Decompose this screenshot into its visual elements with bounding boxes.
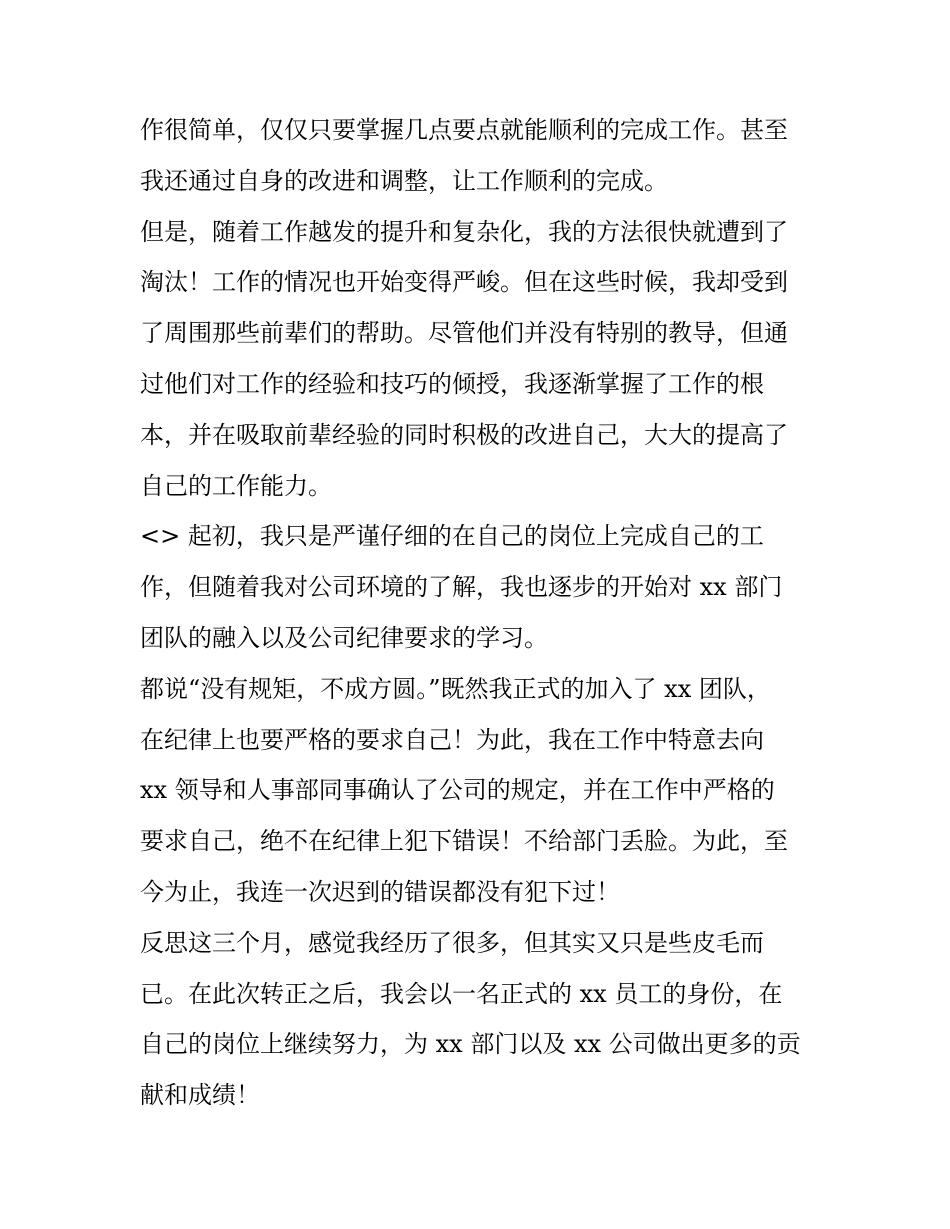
text-line: 自己的岗位上继续努力，为 xx 部门以及 xx 公司做出更多的贡 [140, 1030, 801, 1059]
text-line: 作，但随着我对公司环境的了解，我也逐步的开始对 xx 部门 [140, 573, 783, 602]
text-line: 本，并在吸取前辈经验的同时积极的改进自己，大大的提高了 [140, 420, 788, 449]
text-line: 淘汰！工作的情况也开始变得严峻。但在这些时候，我却受到 [140, 268, 788, 297]
text-line: 反思这三个月，感觉我经历了很多，但其实又只是些皮毛而 [140, 928, 764, 957]
text-line: <> 起初，我只是严谨仔细的在自己的岗位上完成自己的工 [140, 522, 764, 551]
text-line: 团队的融入以及公司纪律要求的学习。 [140, 623, 548, 652]
document-body [140, 105, 820, 1121]
text-line: 过他们对工作的经验和技巧的倾授，我逐渐掌握了工作的根 [140, 369, 764, 398]
text-line: 献和成绩！ [140, 1081, 260, 1110]
text-line: 都说“没有规矩，不成方圆。”既然我正式的加入了 xx 团队， [140, 674, 771, 703]
text-line: 自己的工作能力。 [140, 471, 332, 500]
text-line: 作很简单，仅仅只要掌握几点要点就能顺利的完成工作。甚至 [140, 116, 788, 144]
text-line: 了周围那些前辈们的帮助。尽管他们并没有特别的教导，但通 [140, 319, 788, 348]
text-line: 我还通过自身的改进和调整，让工作顺利的完成。 [140, 166, 668, 195]
text-line: 今为止，我连一次迟到的错误都没有犯下过！ [140, 877, 620, 906]
text-line: xx 领导和人事部同事确认了公司的规定，并在工作中严格的 [140, 776, 775, 805]
text-line: 但是，随着工作越发的提升和复杂化，我的方法很快就遭到了 [140, 217, 788, 246]
text-line: 在纪律上也要严格的要求自己！为此，我在工作中特意去向 [140, 725, 764, 754]
text-line: 要求自己，绝不在纪律上犯下错误！不给部门丢脸。为此，至 [140, 827, 788, 856]
text-line: 已。在此次转正之后，我会以一名正式的 xx 员工的身份，在 [140, 979, 783, 1008]
